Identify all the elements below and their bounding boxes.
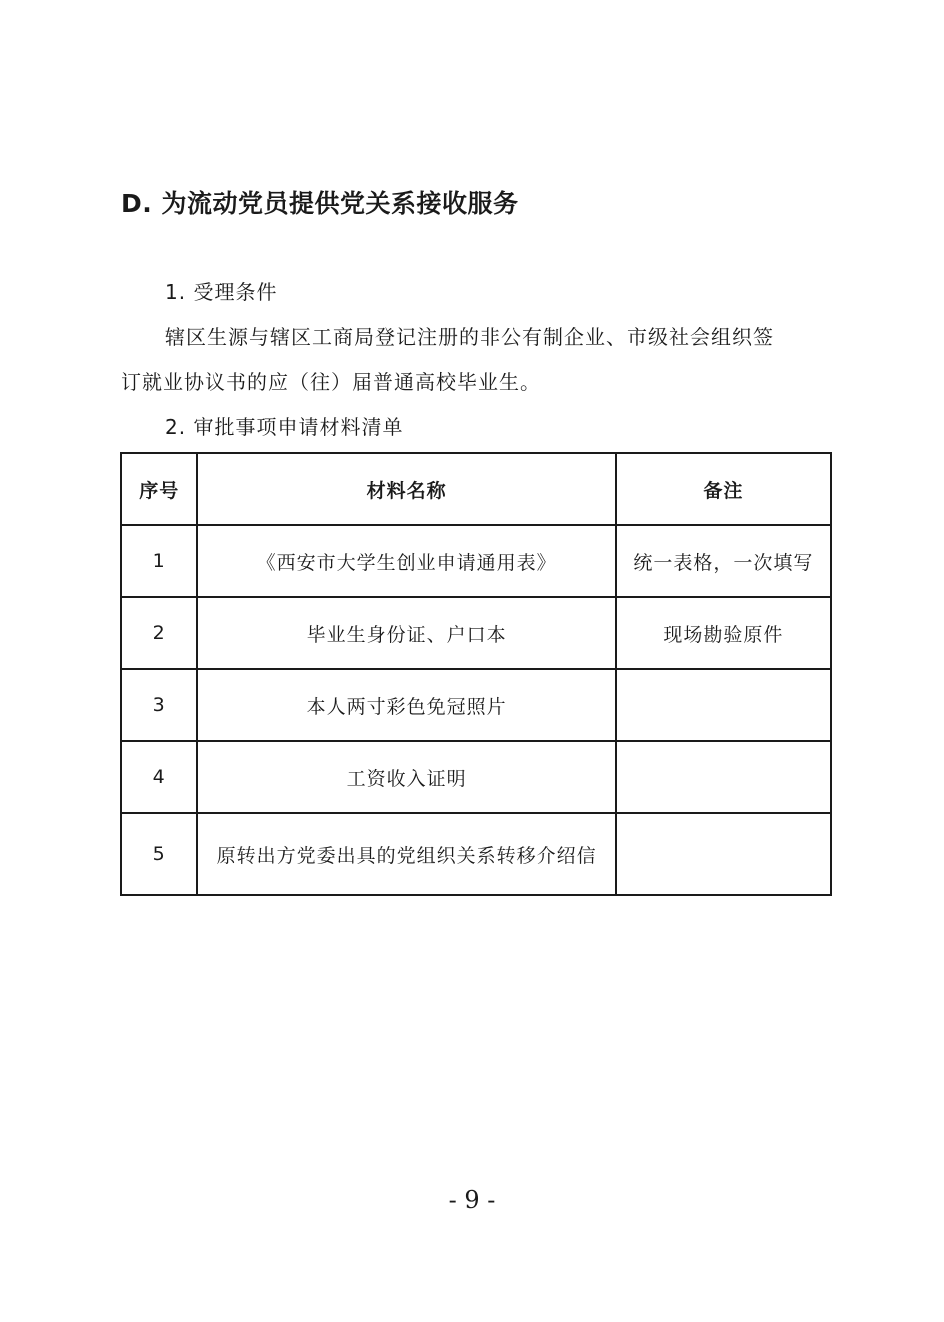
row-name: 毕业生身份证、户口本 <box>197 597 615 669</box>
conditions-text-line-2: 订就业协议书的应（往）届普通高校毕业生。 <box>121 370 541 394</box>
row-name: 原转出方党委出具的党组织关系转移介绍信 <box>197 813 615 895</box>
table-row <box>121 741 831 813</box>
row-no: 2 <box>121 597 197 669</box>
row-name: 工资收入证明 <box>197 741 615 813</box>
row-note: 统一表格，一次填写 <box>616 525 831 597</box>
row-no: 3 <box>121 669 197 741</box>
header-note: 备注 <box>616 453 831 525</box>
table-row <box>121 525 831 597</box>
section-heading: D. 为流动党员提供党关系接收服务 <box>121 189 519 218</box>
table-row <box>121 813 831 895</box>
row-name: 《西安市大学生创业申请通用表》 <box>197 525 615 597</box>
row-no: 4 <box>121 741 197 813</box>
table-row <box>121 669 831 741</box>
table-row <box>121 597 831 669</box>
conditions-text-line-1: 辖区生源与辖区工商局登记注册的非公有制企业、市级社会组织签 <box>165 325 774 349</box>
page-number: - 9 - <box>448 1186 496 1214</box>
materials-title: 2. 审批事项申请材料清单 <box>165 415 404 439</box>
row-no: 5 <box>121 813 197 895</box>
header-no: 序号 <box>121 453 197 525</box>
row-no: 1 <box>121 525 197 597</box>
row-name: 本人两寸彩色免冠照片 <box>197 669 615 741</box>
row-note: 现场勘验原件 <box>616 597 831 669</box>
row-note <box>616 669 831 741</box>
row-note <box>616 741 831 813</box>
row-note <box>616 813 831 895</box>
conditions-title: 1. 受理条件 <box>165 280 278 304</box>
materials-table <box>120 452 832 896</box>
table-header-row <box>121 453 831 525</box>
header-name: 材料名称 <box>197 453 615 525</box>
